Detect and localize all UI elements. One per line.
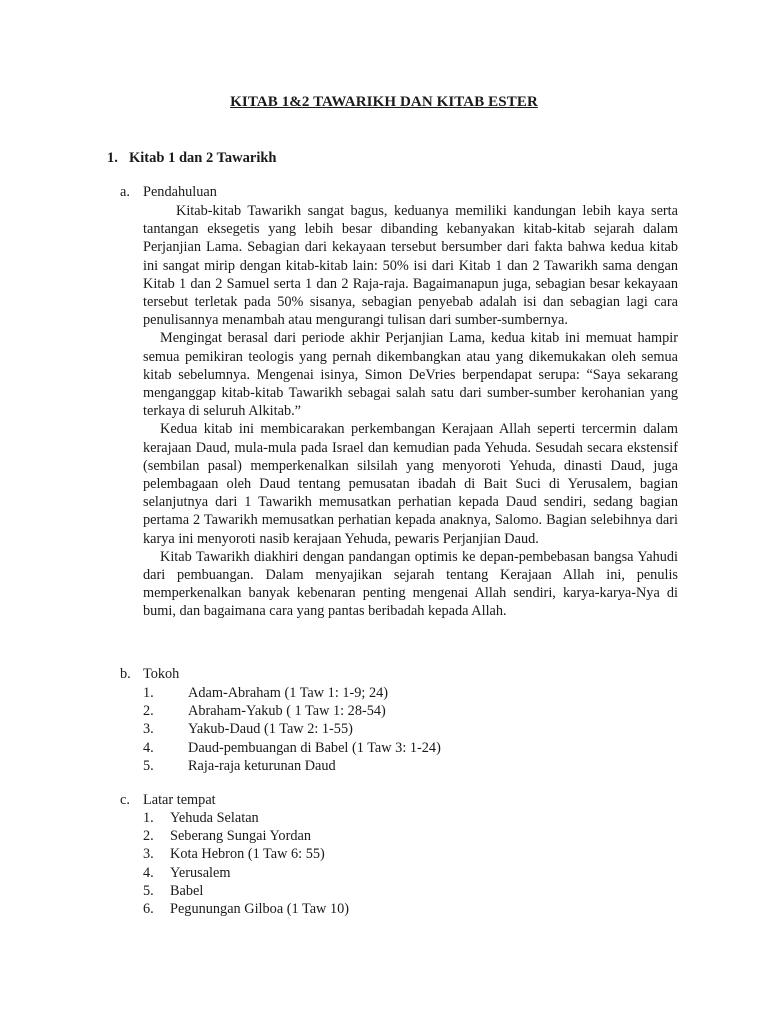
list-item [143,827,349,845]
section-number: 1. [107,150,118,166]
list-text: Abraham-Yakub ( 1 Taw 1: 28-54) [188,703,386,720]
subsection-c-heading [120,792,216,809]
list-text: Adam-Abraham (1 Taw 1: 1-9; 24) [188,685,389,701]
list-item [143,809,349,827]
list-item [143,864,349,882]
list-text: Daud-pembuangan di Babel (1 Taw 3: 1-24) [188,739,441,756]
subsection-a-marker: a. [120,184,130,200]
list-text: Babel [170,882,204,899]
list-text: Seberang Sungai Yordan [170,828,311,845]
list-number: 3. [143,721,154,738]
paragraph: Kitab-kitab Tawarikh sangat bagus, keduanya memiliki kandungan lebih kaya serta tantangan eksegetis yang lebih besar dibanding kebanyakan kitab-kitab sejarah dalam Perjanjian Lama. Sebagian dari kekayaan tersebut bersumber dari fakta bahwa kedua kitab ini sangat mirip dengan kitab-kitab lain: 50% isi dari Kitab 1 dan 2 Tawarikh sama dengan Kitab 1 dan 2 Samuel serta 1 dan 2 Raja-raja. Bagaimanapun juga, sebagian besar kekayaan tersebut terletak pada 50% sisanya, sebagian penyebab adalah isi dan sebagian lagi cara penulisannya menambah atau mengurangi tulisan dari sumber-sumbernya. [143,203,678,329]
list-item [143,757,441,775]
places-list [143,809,349,918]
list-item [143,702,441,720]
subsection-a-heading [120,184,217,201]
list-text: Yehuda Selatan [170,810,259,826]
list-text: Raja-raja keturunan Daud [188,757,336,774]
introduction-body [143,202,678,621]
list-number: 1. [143,810,154,826]
figures-list [143,684,441,775]
list-number: 5. [143,757,154,774]
list-item [143,720,441,738]
paragraph: Kedua kitab ini membicarakan perkembangan Kerajaan Allah seperti tercermin dalam kerajaan Daud, mula-mula pada Israel dan kemudian pada Yehuda. Sesudah secara ekstensif (sembilan pasal) memperkenalkan silsilah yang menyoroti Yehuda, dinasti Daud, juga pelembagaan oleh Daud tentang pemusatan ibadah di Bait Suci di Yerusalem, bagian selanjutnya dari 1 Tawarikh memusatkan perhatian kepada Daud sendiri, sedang bagian pertama 2 Tawarikh memusatkan perhatian kepada anaknya, Salomo. Bagian selebihnya dari karya ini menyoroti nasib kerajaan Yehuda, pewaris Perjanjian Daud. [143,421,678,547]
list-text: Kota Hebron (1 Taw 6: 55) [170,846,325,863]
list-number: 1. [143,685,154,701]
list-number: 3. [143,846,154,863]
subsection-b-heading [120,666,179,683]
list-number: 2. [143,828,154,845]
subsection-c-title: Latar tempat [143,792,216,808]
list-text: Pegunungan Gilboa (1 Taw 10) [170,901,350,918]
section-heading [107,150,276,167]
paragraph: Mengingat berasal dari periode akhir Perjanjian Lama, kedua kitab ini memuat hampir semua pemikiran teologis yang pernah dikembangkan atau yang dikemukakan oleh semua kitab sebelumnya. Mengenai isinya, Simon DeVries berpendapat serupa: “Saya sekarang menganggap kitab-kitab Tawarikh sebagai salah satu dari sumber-sumber kerohanian yang terkaya di seluruh Alkitab.” [143,330,678,420]
list-text: Yerusalem [170,864,231,881]
list-item [143,845,349,863]
subsection-c-marker: c. [120,792,130,808]
subsection-b-title: Tokoh [143,666,180,682]
list-number: 2. [143,703,154,720]
list-number: 6. [143,901,154,918]
document-title: KITAB 1&2 TAWARIKH DAN KITAB ESTER [230,94,538,110]
list-number: 4. [143,739,154,756]
list-item [143,684,441,702]
list-item [143,900,349,918]
paragraph: Kitab Tawarikh diakhiri dengan pandangan optimis ke depan-pembebasan bangsa Yahudi dari pembuangan. Dalam menyajikan sejarah tentang Kerajaan Allah ini, penulis memperkenalkan banyak kebenaran penting mengenai Allah sendiri, karya-karya-Nya di bumi, dan bagaimana cara yang pantas beribadah kepada Allah. [143,548,678,620]
subsection-b-marker: b. [120,666,131,682]
subsection-a-title: Pendahuluan [143,184,217,200]
list-item [143,739,441,757]
list-number: 4. [143,864,154,881]
list-number: 5. [143,882,154,899]
section-title: Kitab 1 dan 2 Tawarikh [129,150,277,166]
list-text: Yakub-Daud (1 Taw 2: 1-55) [188,721,353,738]
list-item [143,882,349,900]
